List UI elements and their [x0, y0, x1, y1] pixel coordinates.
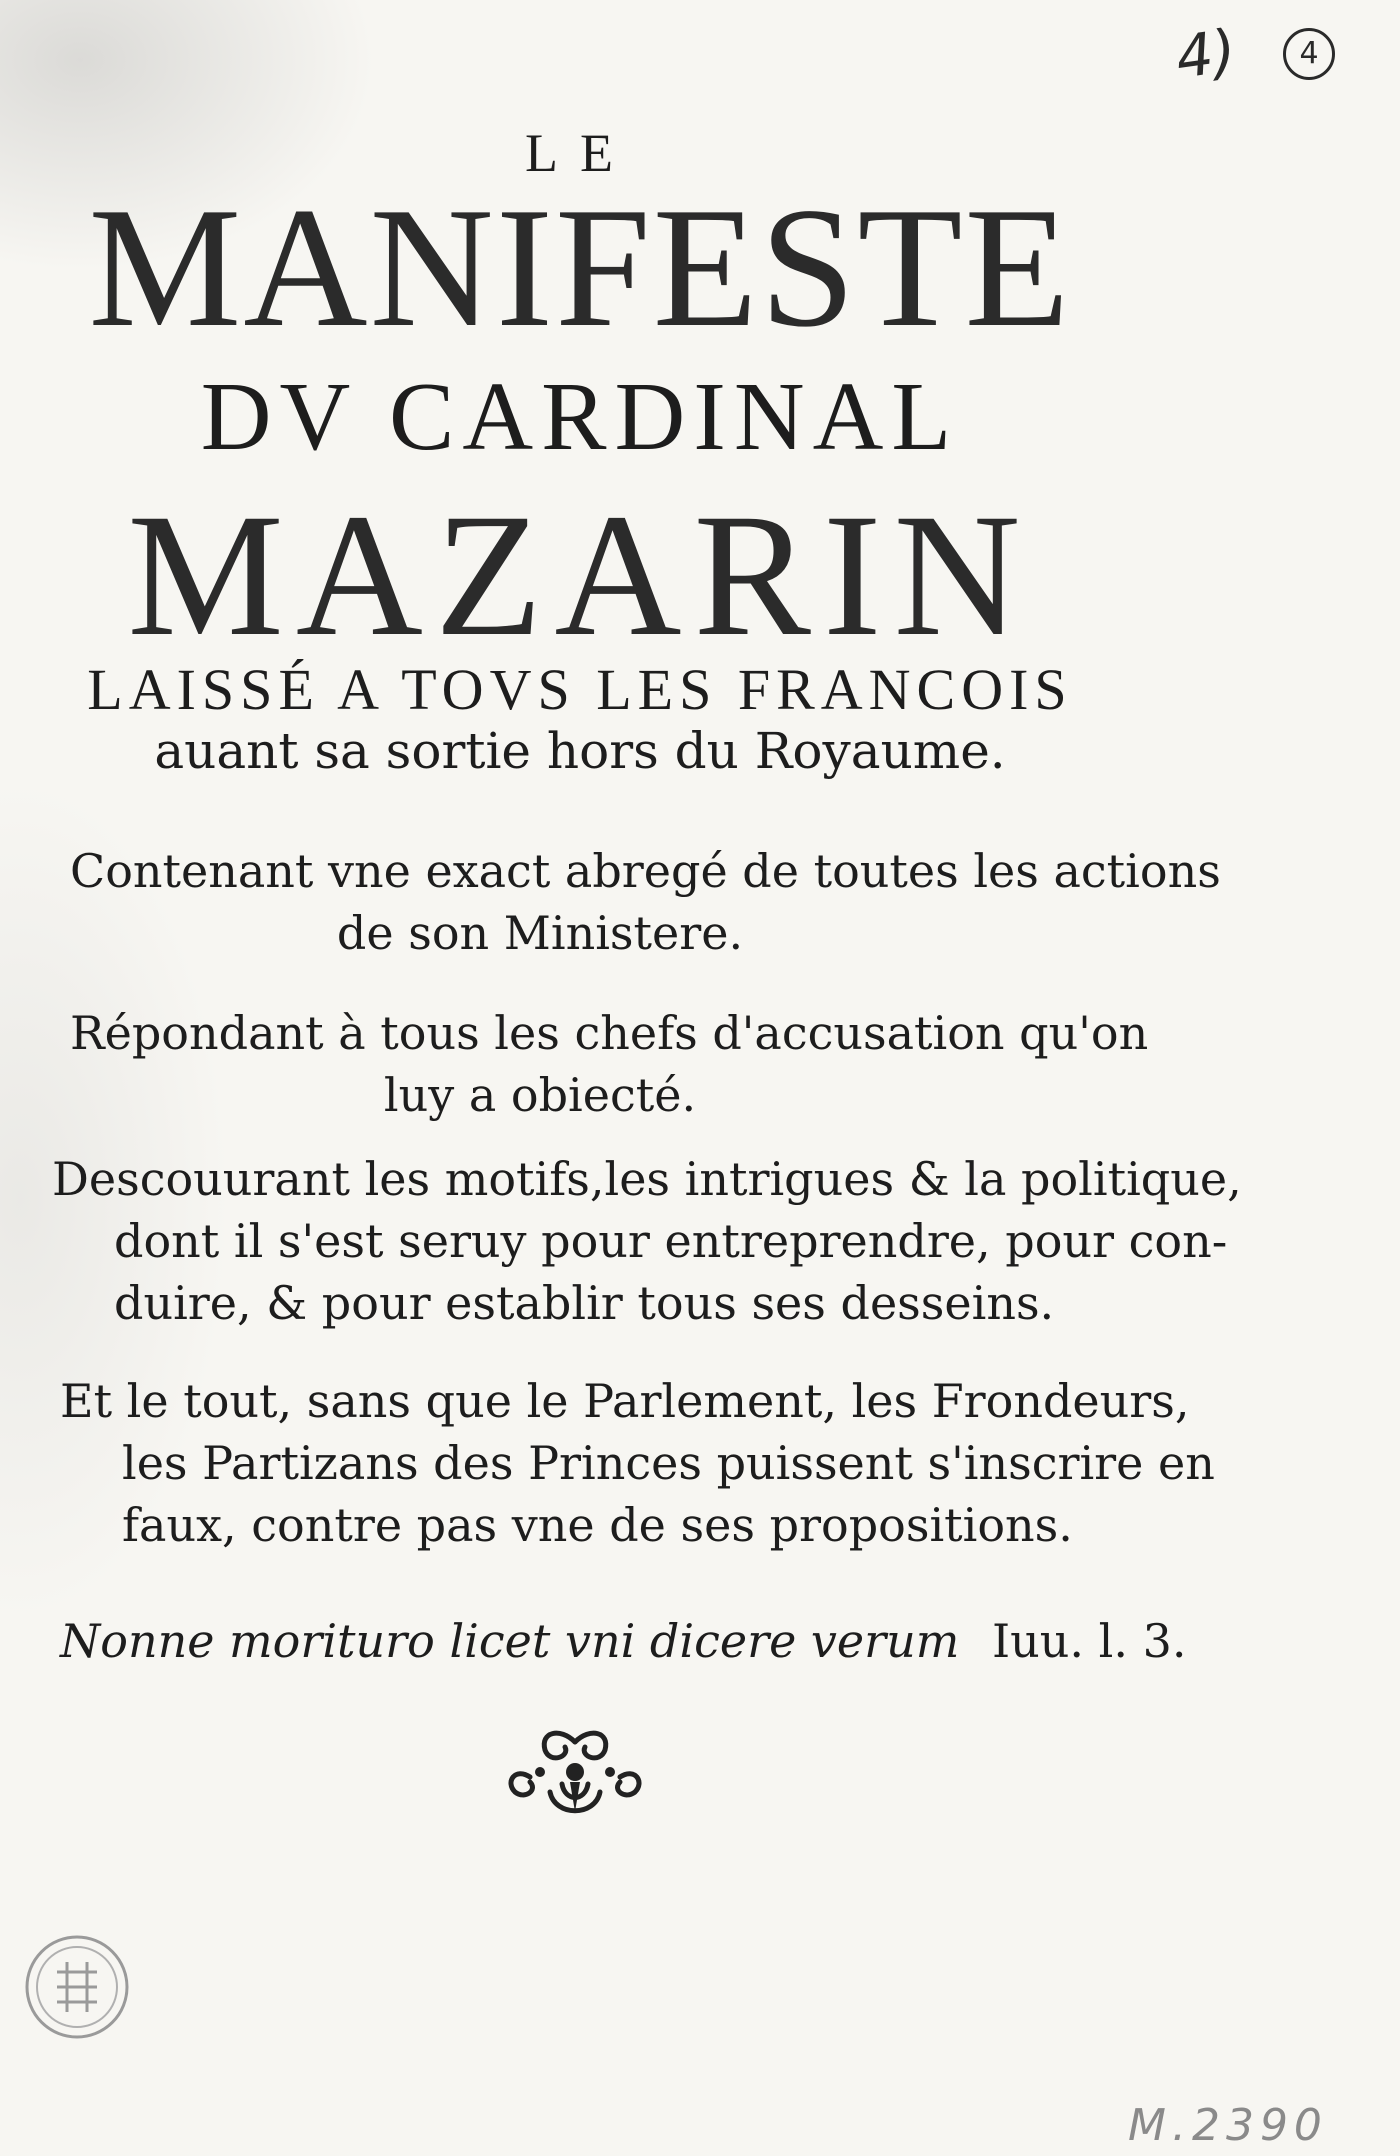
paragraph-line: luy a obiecté. — [383, 1068, 697, 1123]
paragraph-line: duire, & pour establir tous ses desseins. — [114, 1276, 1055, 1331]
title-du-cardinal: DV CARDINAL — [200, 363, 960, 471]
paragraph-descouurant — [52, 1148, 1242, 1334]
paragraph-line: Répondant à tous les chefs d'accusation qu'on — [70, 1006, 1149, 1060]
paragraph-line: Contenant vne exact abregé de toutes les actions — [70, 844, 1221, 898]
library-stamp-icon — [22, 1932, 132, 2042]
paragraph-et-le-tout — [60, 1370, 1215, 1556]
paragraph-line: de son Ministere. — [336, 906, 744, 961]
title-le: LE — [525, 123, 635, 183]
folio-number: 4) — [1171, 16, 1240, 92]
epigraph — [60, 1614, 1187, 1668]
epigraph-reference: Iuu. l. 3. — [991, 1614, 1187, 1668]
circled-number: 4 — [1283, 28, 1335, 80]
title-auant: auant sa sortie hors du Royaume. — [154, 722, 1006, 780]
fleuron-ornament-icon — [500, 1722, 650, 1822]
paragraph-contenant — [70, 840, 1221, 964]
paragraph-line: Et le tout, sans que le Parlement, les Frondeurs, — [60, 1374, 1190, 1428]
paragraph-line: faux, contre pas vne de ses propositions. — [122, 1498, 1073, 1553]
paragraph-line: les Partizans des Princes puissent s'inscrire en — [122, 1436, 1215, 1491]
title-mazarin: MAZARIN — [127, 478, 1033, 673]
epigraph-latin: Nonne morituro licet vni dicere verum — [60, 1614, 960, 1668]
title-manifeste: MANIFESTE — [88, 173, 1072, 363]
paragraph-line: Descouurant les motifs,les intrigues & la politique, — [52, 1152, 1242, 1206]
shelfmark: M.2390 — [1128, 2100, 1328, 2151]
paragraph-line: dont il s'est seruy pour entreprendre, pour con- — [114, 1214, 1228, 1269]
title-laisse: LAISSÉ A TOVS LES FRANCOIS — [87, 657, 1073, 722]
paragraph-repondant — [70, 1002, 1149, 1126]
